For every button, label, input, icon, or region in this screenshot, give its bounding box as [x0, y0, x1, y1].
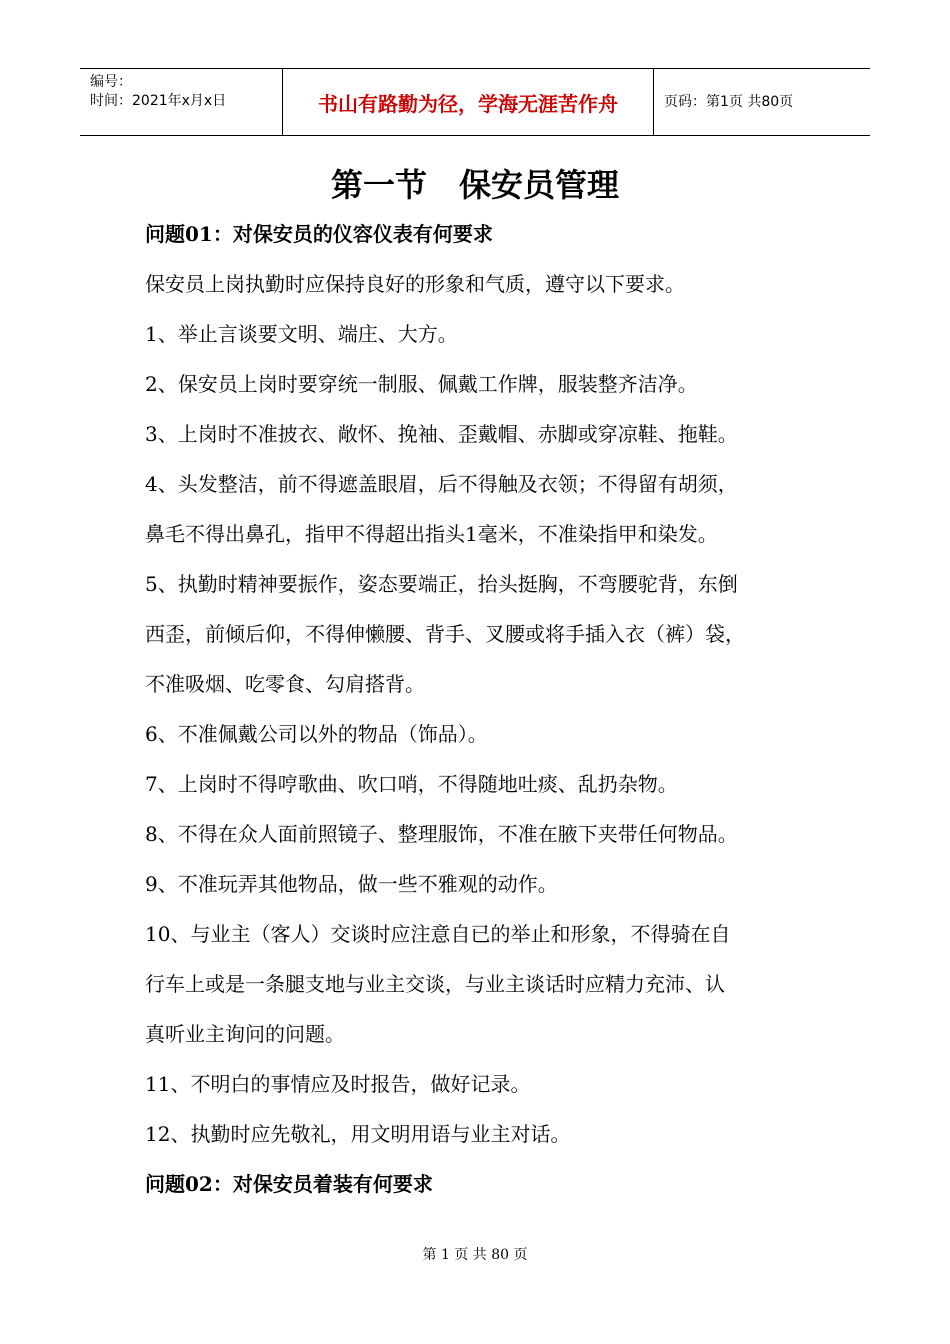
header-page-info: 页码：第1页 共80页	[664, 94, 794, 110]
paragraph-line: 鼻毛不得出鼻孔，指甲不得超出指头1毫米，不准染指甲和染发。	[145, 522, 718, 546]
paragraph-line: 行车上或是一条腿支地与业主交谈，与业主谈话时应精力充沛、认	[145, 972, 725, 996]
paragraph-line: 西歪，前倾后仰，不得伸懒腰、背手、叉腰或将手插入衣（裤）袋，	[145, 622, 745, 646]
section-title: 第一节 保安员管理	[330, 166, 619, 204]
paragraph-line: 保安员上岗执勤时应保持良好的形象和气质，遵守以下要求。	[145, 272, 685, 296]
paragraph-line: 10、与业主（客人）交谈时应注意自已的举止和形象，不得骑在自	[145, 922, 731, 946]
document-date-label: 时间：2021年x月x日	[90, 93, 227, 109]
paragraph-line: 2、保安员上岗时要穿统一制服、佩戴工作牌，服装整齐洁净。	[145, 372, 698, 396]
page-footer: 第 1 页 共 80 页	[422, 1247, 528, 1263]
paragraph-line: 8、不得在众人面前照镜子、整理服饰，不准在腋下夹带任何物品。	[145, 822, 738, 846]
document-header	[80, 68, 870, 136]
paragraph-line: 12、执勤时应先敬礼，用文明用语与业主对话。	[145, 1122, 571, 1146]
paragraph-line: 9、不准玩弄其他物品，做一些不雅观的动作。	[145, 872, 558, 896]
paragraph-line: 7、上岗时不得哼歌曲、吹口哨，不得随地吐痰、乱扔杂物。	[145, 772, 678, 796]
paragraph-line: 1、举止言谈要文明、端庄、大方。	[145, 322, 458, 346]
question-heading: 问题01：对保安员的仪容仪表有何要求	[145, 222, 493, 246]
paragraph-line: 真听业主询问的问题。	[145, 1022, 345, 1046]
paragraph-line: 5、执勤时精神要振作，姿态要端正，抬头挺胸，不弯腰驼背，东倒	[145, 572, 738, 596]
paragraph-line: 3、上岗时不准披衣、敞怀、挽袖、歪戴帽、赤脚或穿凉鞋、拖鞋。	[145, 422, 738, 446]
paragraph-line: 6、不准佩戴公司以外的物品（饰品）。	[145, 722, 488, 746]
paragraph-line: 不准吸烟、吃零食、勾肩搭背。	[145, 672, 425, 696]
document-body	[145, 217, 810, 1217]
document-number-label: 编号：	[90, 74, 132, 90]
header-page-cell	[654, 69, 870, 135]
question-heading: 问题02：对保安员着装有何要求	[145, 1172, 433, 1196]
paragraph-line: 11、不明白的事情应及时报告，做好记录。	[145, 1072, 531, 1096]
paragraph-line: 4、头发整洁，前不得遮盖眼眉，后不得触及衣领；不得留有胡须，	[145, 472, 738, 496]
header-motto-cell	[282, 69, 654, 135]
header-motto: 书山有路勤为径，学海无涯苦作舟	[318, 91, 618, 116]
header-meta-cell	[80, 69, 282, 135]
